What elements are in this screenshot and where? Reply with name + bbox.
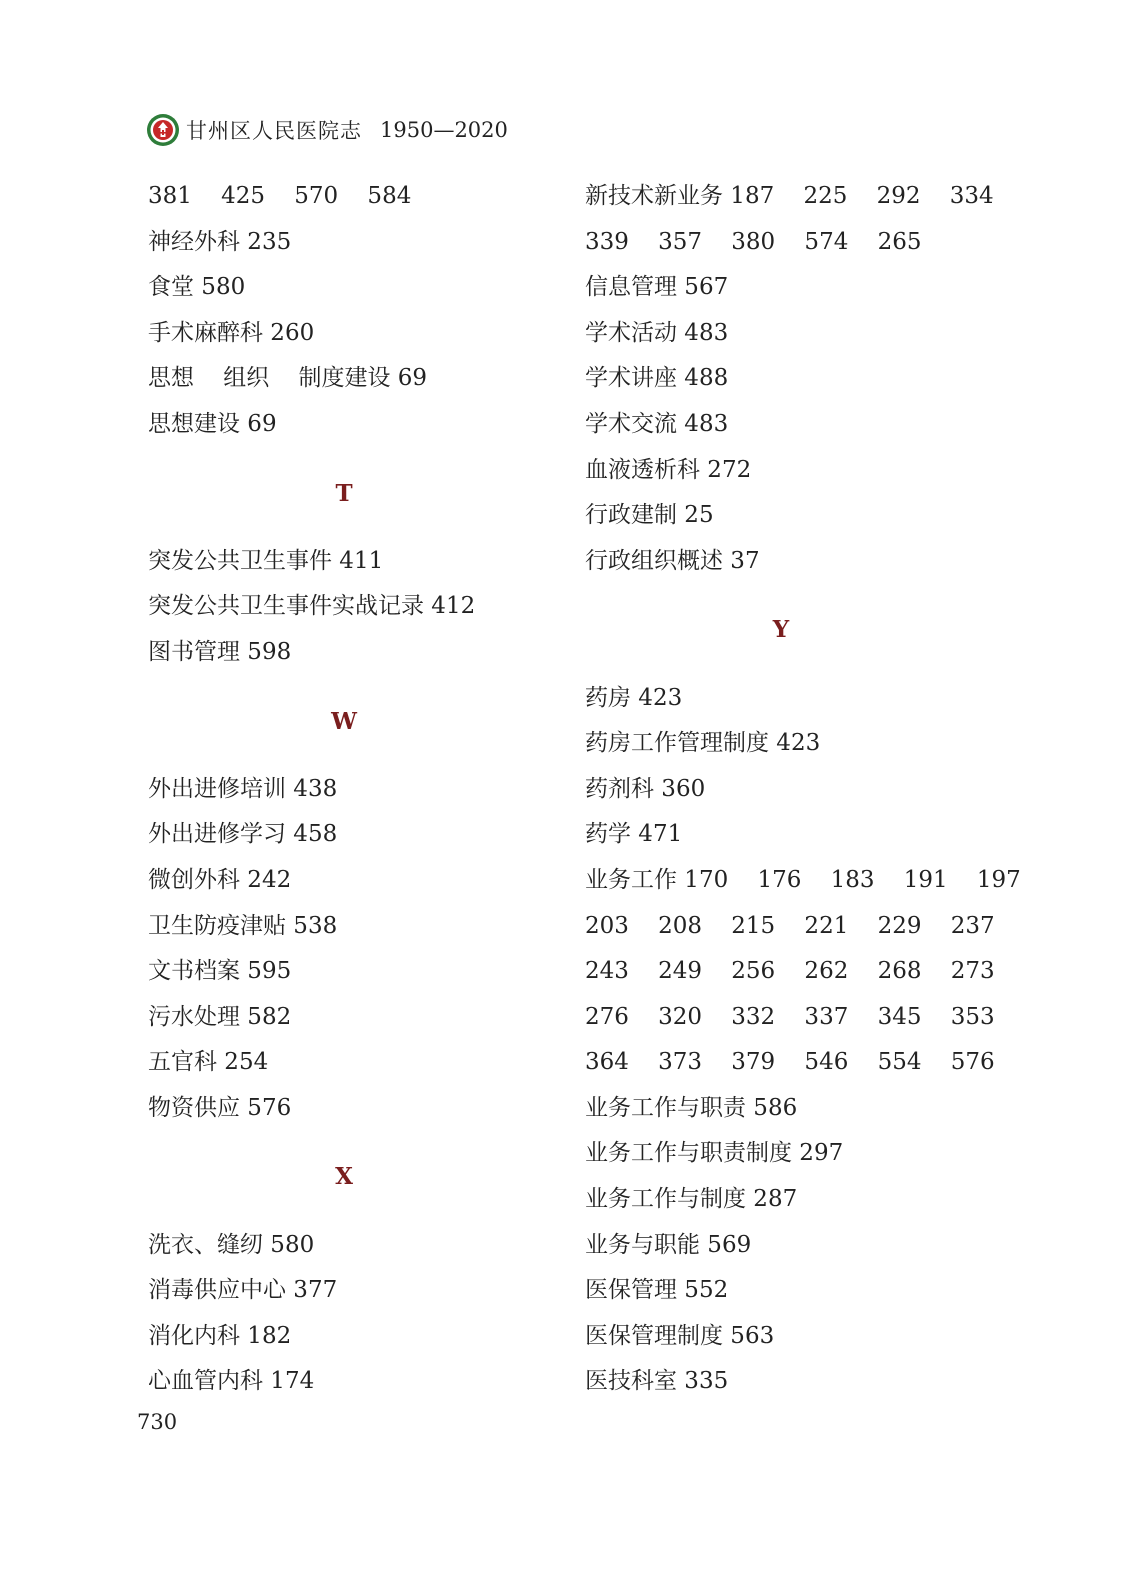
index-entry: 381 425 570 584	[148, 183, 412, 209]
index-entry: 突发公共卫生事件 411	[148, 547, 384, 574]
index-entry: 药房 423	[585, 684, 683, 711]
index-entry: 药房工作管理制度 423	[585, 730, 821, 757]
index-entry: 洗衣、缝纫 580	[148, 1231, 315, 1258]
index-section-letter: T	[335, 479, 353, 507]
hospital-emblem-icon	[146, 113, 180, 147]
index-entry: 新技术新业务 187 225 292 334	[585, 183, 994, 209]
index-entry: 消毒供应中心 377	[148, 1277, 338, 1304]
page-number: 730	[137, 1410, 178, 1434]
index-entry: 业务工作 170 176 183 191 197	[585, 866, 1021, 893]
index-entry: 行政组织概述 37	[585, 547, 760, 574]
index-entry: 消化内科 182	[148, 1322, 292, 1349]
index-entry: 文书档案 595	[148, 958, 292, 985]
index-entry: 外出进修培训 438	[148, 775, 338, 802]
index-entry: 突发公共卫生事件实战记录 412	[148, 593, 476, 620]
index-entry: 业务工作与职责 586	[585, 1094, 798, 1121]
index-entry: 行政建制 25	[585, 502, 714, 529]
index-entry: 五官科 254	[148, 1049, 269, 1076]
index-entry: 学术活动 483	[585, 319, 729, 346]
index-entry: 364 373 379 546 554 576	[585, 1049, 995, 1076]
index-entry: 污水处理 582	[148, 1003, 292, 1030]
index-entry: 医保管理制度 563	[585, 1322, 775, 1349]
index-section-letter: Y	[772, 616, 790, 644]
index-entry: 思想建设 69	[148, 410, 277, 437]
index-entry: 图书管理 598	[148, 638, 292, 665]
index-entry: 卫生防疫津贴 538	[148, 912, 338, 939]
index-entry: 信息管理 567	[585, 274, 729, 301]
index-entry: 思想 组织 制度建设 69	[148, 365, 428, 392]
book-title: 甘州区人民医院志	[186, 119, 362, 143]
index-entry: 血液透析科 272	[585, 456, 752, 483]
index-entry: 276 320 332 337 345 353	[585, 1003, 995, 1030]
index-entry: 神经外科 235	[148, 228, 292, 255]
index-entry: 药学 471	[585, 821, 683, 848]
index-section-letter: X	[335, 1163, 353, 1191]
book-years: 1950—2020	[380, 118, 508, 142]
index-entry: 203 208 215 221 229 237	[585, 912, 995, 939]
running-header	[146, 112, 508, 148]
index-column-left	[148, 174, 548, 1405]
index-entry: 业务与职能 569	[585, 1231, 752, 1258]
index-entry: 心血管内科 174	[148, 1368, 315, 1395]
index-entry: 手术麻醉科 260	[148, 319, 315, 346]
index-entry: 339 357 380 574 265	[585, 228, 922, 255]
index-section-letter: W	[331, 707, 357, 735]
index-entry: 微创外科 242	[148, 866, 292, 893]
index-entry: 243 249 256 262 268 273	[585, 958, 995, 985]
index-entry: 学术交流 483	[585, 410, 729, 437]
index-entry: 食堂 580	[148, 274, 246, 301]
index-column-right	[585, 174, 1025, 1405]
index-entry: 外出进修学习 458	[148, 821, 338, 848]
index-entry: 医技科室 335	[585, 1368, 729, 1395]
index-entry: 医保管理 552	[585, 1277, 729, 1304]
index-entry: 学术讲座 488	[585, 365, 729, 392]
index-entry: 业务工作与职责制度 297	[585, 1140, 844, 1167]
index-entry: 物资供应 576	[148, 1094, 292, 1121]
index-entry: 药剂科 360	[585, 775, 706, 802]
index-entry: 业务工作与制度 287	[585, 1186, 798, 1213]
